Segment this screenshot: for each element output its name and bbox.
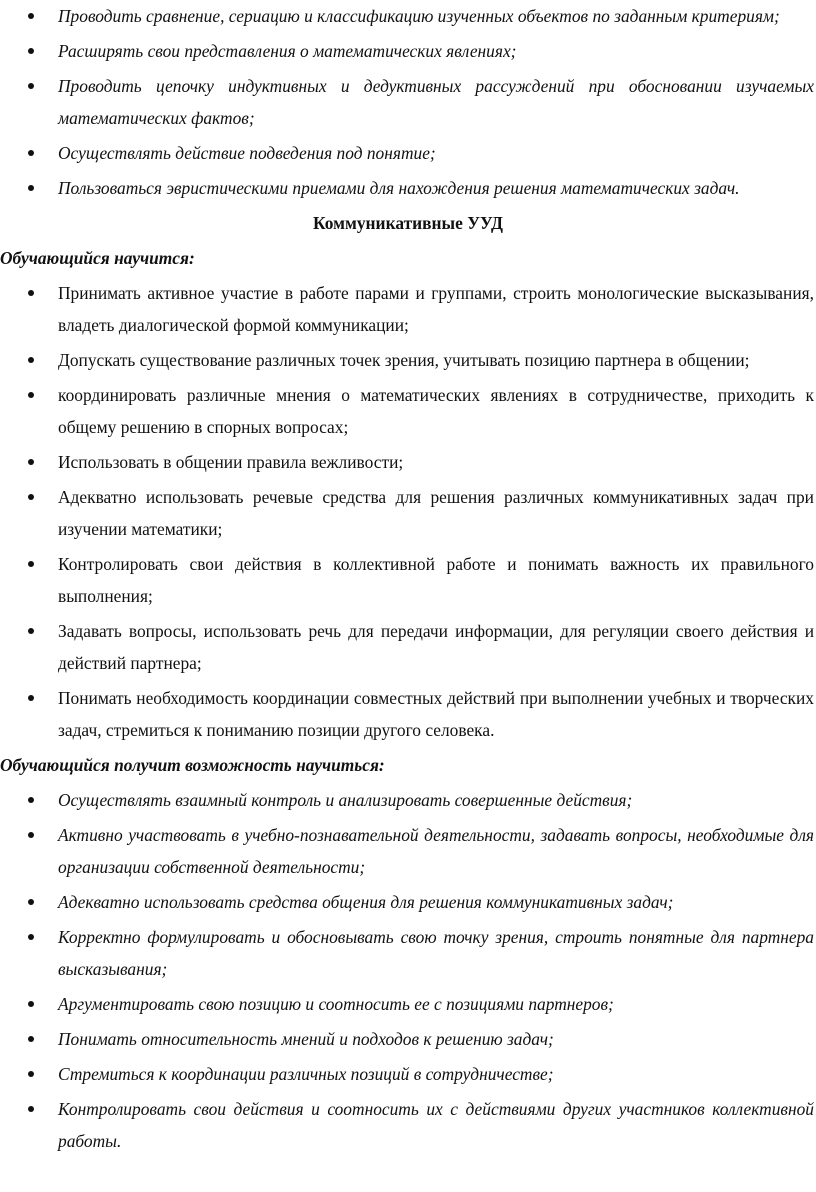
bullet-icon [28,797,34,803]
list-item: Адекватно использовать речевые средства для решения различных коммуникативных задач при изучении математики; [0,481,816,545]
bullet-icon [28,695,34,701]
bullet-icon [28,357,34,363]
bullet-icon [28,83,34,89]
list-item: Контролировать свои действия и соотносить их с действиями других участников коллективной работы. [0,1093,816,1157]
list-item: Принимать активное участие в работе парами и группами, строить монологические высказывания, владеть диалогической формой коммуникации; [0,277,816,341]
bullet-icon [28,899,34,905]
meta-skills-list [0,0,816,204]
bullet-icon [28,832,34,838]
bullet-icon [28,1001,34,1007]
opportunity-heading: Обучающийся получит возможность научиться: [0,755,385,775]
bullet-icon [28,13,34,19]
bullet-icon [28,185,34,191]
list-item: Понимать относительность мнений и подходов к решению задач; [0,1023,816,1055]
list-item: Использовать в общении правила вежливости; [0,446,816,478]
list-item: Корректно формулировать и обосновывать свою точку зрения, строить понятные для партнера высказывания; [0,921,816,985]
bullet-icon [28,1106,34,1112]
learn-heading: Обучающийся научится: [0,248,195,268]
bullet-icon [28,934,34,940]
bullet-icon [28,1036,34,1042]
bullet-icon [28,561,34,567]
list-item: Осуществлять действие подведения под понятие; [0,137,816,169]
list-item: Расширять свои представления о математических явлениях; [0,35,816,67]
list-item: Проводить цепочку индуктивных и дедуктивных рассуждений при обосновании изучаемых математических фактов; [0,70,816,134]
bullet-icon [28,628,34,634]
list-item: Осуществлять взаимный контроль и анализировать совершенные действия; [0,784,816,816]
learn-skills-list [0,277,816,746]
list-item: Активно участвовать в учебно-познавательной деятельности, задавать вопросы, необходимые для организации собственной деятельности; [0,819,816,883]
opportunity-skills-list [0,784,816,1157]
bullet-icon [28,1071,34,1077]
bullet-icon [28,150,34,156]
list-item: Допускать существование различных точек зрения, учитывать позицию партнера в общении; [0,344,816,376]
bullet-icon [28,392,34,398]
list-item: Понимать необходимость координации совместных действий при выполнении учебных и творческих задач, стремиться к пониманию позиции другого селовека. [0,682,816,746]
list-item: Аргументировать свою позицию и соотносить ее с позициями партнеров; [0,988,816,1020]
bullet-icon [28,48,34,54]
section-heading: Коммуникативные УУД [313,213,503,233]
list-item: Контролировать свои действия в коллективной работе и понимать важность их правильного выполнения; [0,548,816,612]
list-item: Пользоваться эвристическими приемами для нахождения решения математических задач. [0,172,816,204]
list-item: Стремиться к координации различных позиций в сотрудничестве; [0,1058,816,1090]
list-item: координировать различные мнения о математических явлениях в сотрудничестве, приходить к общему решению в спорных вопросах; [0,379,816,443]
bullet-icon [28,459,34,465]
list-item: Проводить сравнение, сериацию и классификацию изученных объектов по заданным критериям; [0,0,816,32]
bullet-icon [28,494,34,500]
bullet-icon [28,290,34,296]
list-item: Адекватно использовать средства общения для решения коммуникативных задач; [0,886,816,918]
list-item: Задавать вопросы, использовать речь для передачи информации, для регуляции своего действия и действий партнера; [0,615,816,679]
